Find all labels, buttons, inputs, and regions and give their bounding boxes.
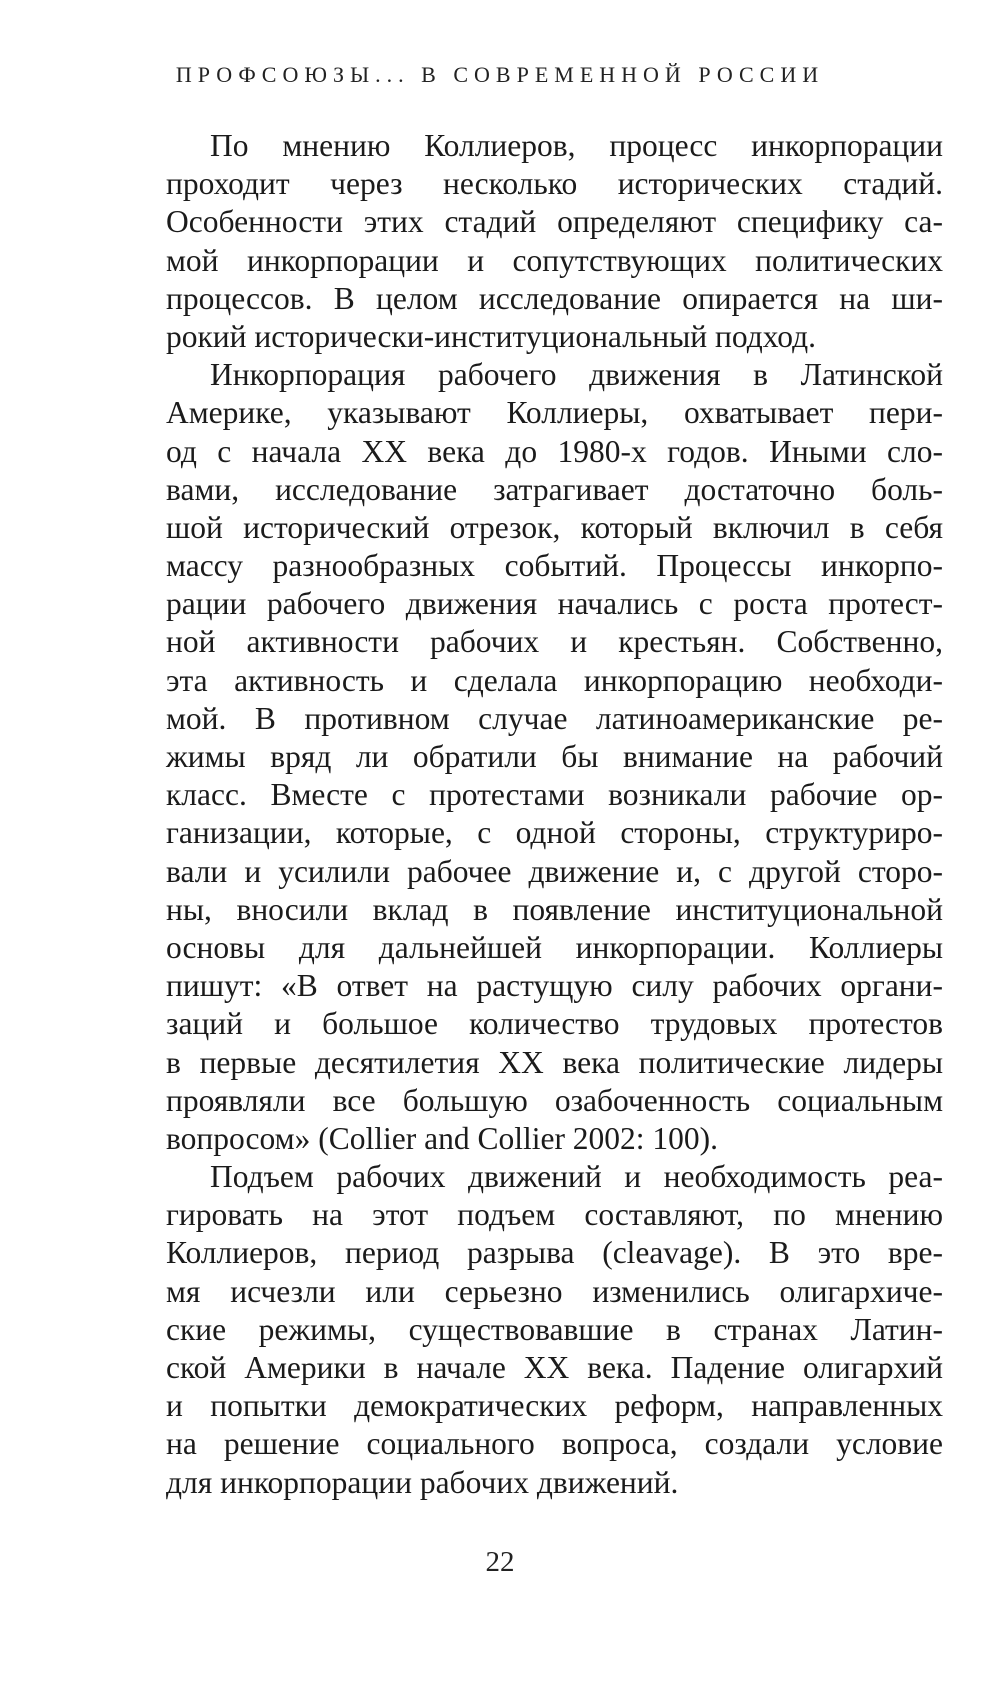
text-line: в первые десятилетия XX века политические лидеры — [166, 1044, 943, 1080]
text-line: Особенности этих стадий определяют специфику са- — [166, 204, 943, 240]
text-line: основы для дальнейшей инкорпорации. Коллиеры — [166, 929, 943, 965]
text-line: ной активности рабочих и крестьян. Собственно, — [166, 624, 943, 660]
text-line: Инкорпорация рабочего движения в Латинской — [210, 357, 943, 393]
text-line: вопросом» (Collier and Collier 2002: 100). — [166, 1120, 719, 1156]
text-line: шой исторический отрезок, который включил в себя — [166, 509, 943, 545]
text-line: мой инкорпорации и сопутствующих политических — [166, 242, 943, 278]
text-line: проходит через несколько исторических стадий. — [166, 166, 943, 202]
text-line: рации рабочего движения начались с роста протест- — [166, 586, 943, 622]
text-line: мой. В противном случае латиноамериканские ре- — [166, 700, 943, 736]
text-line: ской Америки в начале XX века. Падение олигархий — [166, 1350, 943, 1385]
text-line: Подъем рабочих движений и необходимость реа- — [210, 1159, 943, 1195]
running-head: ПРОФСОЮЗЫ... В СОВРЕМЕННОЙ РОССИИ — [175, 62, 825, 87]
text-line: проявляли все большую озабоченность социальным — [166, 1082, 943, 1118]
text-line: мя исчезли или серьезно изменились олигархиче- — [166, 1273, 943, 1309]
text-line: вали и усилили рабочее движение и, с другой сторо- — [166, 853, 943, 889]
text-line: на решение социального вопроса, создали условие — [166, 1426, 943, 1462]
paragraph — [166, 127, 943, 356]
text-line: Коллиеров, период разрыва (cleavage). В это вре- — [166, 1235, 943, 1271]
text-line: класс. Вместе с протестами возникали рабочие ор- — [166, 777, 943, 813]
paragraph — [166, 1158, 943, 1502]
text-line: рокий исторически-институциональный подход. — [166, 318, 817, 354]
text-line: ганизации, которые, с одной стороны, структуриро- — [166, 815, 943, 851]
body-text — [166, 127, 943, 1502]
text-line: од с начала XX века до 1980-х годов. Иными сло- — [166, 433, 943, 469]
page-number: 22 — [485, 1546, 515, 1578]
text-line: жимы вряд ли обратили бы внимание на рабочий — [166, 739, 943, 774]
text-line: и попытки демократических реформ, направленных — [166, 1388, 943, 1424]
text-line: для инкорпорации рабочих движений. — [166, 1464, 679, 1500]
text-line: массу разнообразных событий. Процессы инкорпо- — [166, 548, 943, 584]
text-line: гировать на этот подъем составляют, по мнению — [166, 1197, 943, 1233]
text-line: вами, исследование затрагивает достаточно боль- — [166, 471, 943, 507]
text-line: ны, вносили вклад в появление институциональной — [166, 891, 943, 927]
text-line: заций и большое количество трудовых протестов — [166, 1006, 943, 1042]
text-line: Америке, указывают Коллиеры, охватывает пери- — [166, 395, 943, 431]
paragraph — [166, 356, 943, 1158]
text-line: процессов. В целом исследование опирается на ши- — [166, 280, 943, 316]
text-line: ские режимы, существовавшие в странах Латин- — [166, 1311, 943, 1347]
text-line: эта активность и сделала инкорпорацию необходи- — [166, 662, 943, 698]
text-line: По мнению Коллиеров, процесс инкорпорации — [210, 128, 943, 163]
text-line: пишут: «В ответ на растущую силу рабочих органи- — [166, 968, 943, 1004]
